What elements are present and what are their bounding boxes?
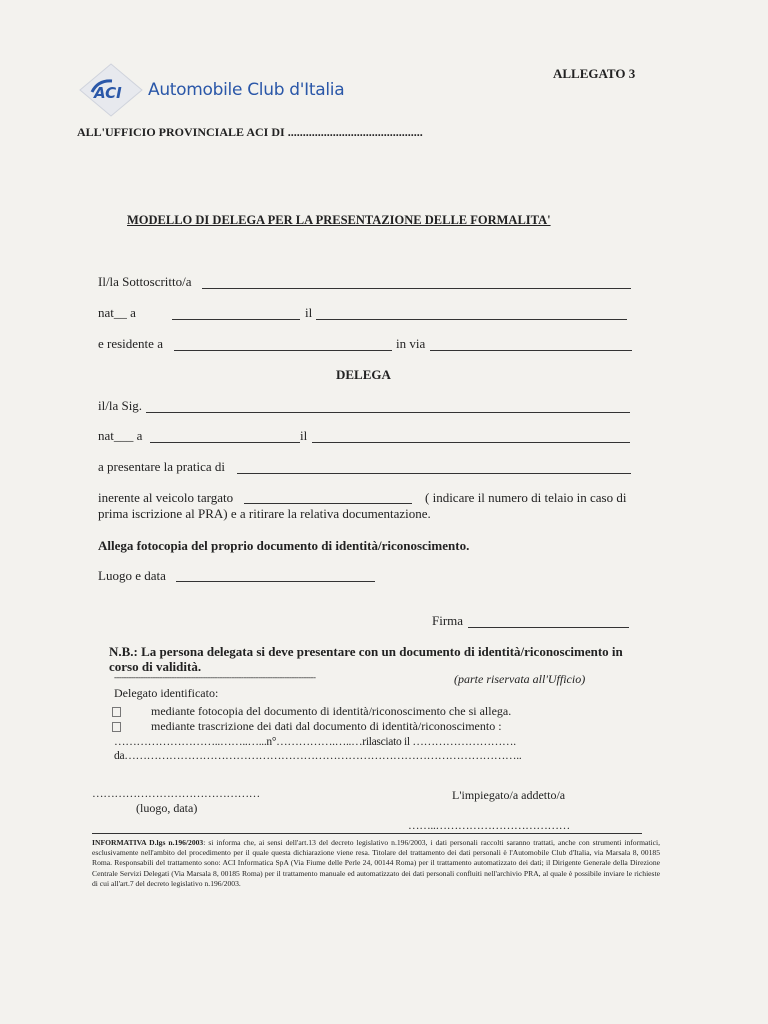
residenza-field[interactable] xyxy=(174,350,392,351)
allega-text: Allega fotocopia del proprio documento di identità/riconoscimento. xyxy=(98,538,470,553)
luogo-nascita-field-2[interactable] xyxy=(150,442,300,443)
veicolo-note: ( indicare il numero di telaio in caso di xyxy=(425,490,627,505)
pratica-label: a presentare la pratica di xyxy=(98,459,226,474)
luogo-data-label: Luogo e data xyxy=(98,568,166,583)
data-nascita-field-1[interactable] xyxy=(316,319,627,320)
da-line: da…………………………………………………………………………………………….. xyxy=(114,750,522,762)
office-line: ALL'UFFICIO PROVINCIALE ACI DI ............................................. xyxy=(77,125,423,139)
informativa-heading: INFORMATIVA D.lgs n.196/2003 xyxy=(92,838,204,847)
pratica-field[interactable] xyxy=(237,473,631,474)
page-title: MODELLO DI DELEGA PER LA PRESENTAZIONE DELLE FORMALITA' xyxy=(127,213,551,227)
il-label-1: il xyxy=(305,305,313,320)
sottoscritto-field[interactable] xyxy=(202,288,631,289)
veicolo-note-2: prima iscrizione al PRA) e a ritirare la relativa documentazione. xyxy=(98,506,431,521)
option-trascrizione xyxy=(112,719,502,734)
documento-line: ………………………..……..…...n°…………….…..…rilasciato il ………………………. xyxy=(114,736,516,748)
delegato-field[interactable] xyxy=(146,412,630,413)
reserved-dashes: ------------------------------------------------------------------------------------ xyxy=(114,672,316,682)
trascrizione-checkbox[interactable] xyxy=(112,722,121,732)
option-fotocopia xyxy=(112,704,511,719)
aci-logo-text: ACI xyxy=(94,84,122,102)
delega-heading: DELEGA xyxy=(336,367,391,382)
residente-label: e residente a xyxy=(98,336,163,351)
il-label-2: il xyxy=(300,428,308,443)
delegato-identificato-label: Delegato identificato: xyxy=(114,686,219,700)
veicolo-label: inerente al veicolo targato xyxy=(98,490,234,505)
luogo-data-caption: (luogo, data) xyxy=(136,801,198,815)
impiegato-dots: ……..……………………………… xyxy=(408,820,570,832)
sig-label: il/la Sig. xyxy=(98,398,143,413)
impiegato-label: L'impiegato/a addetto/a xyxy=(452,788,566,802)
nb-line-1: N.B.: La persona delegata si deve presentare con un documento di identità/riconoscimento in xyxy=(109,644,623,659)
nb-line-2: corso di validità. xyxy=(109,659,202,674)
luogo-data-field[interactable] xyxy=(176,581,375,582)
firma-field[interactable] xyxy=(468,627,629,628)
targa-field[interactable] xyxy=(244,503,412,504)
informativa-text: : si informa che, ai sensi dell'art.13 del decreto legislativo n.196/2003, i dati personali raccolti saranno trattati, anche con strumenti informatici, esclusivamente nell'ambito del procedimento per il quale questa dichiarazione viene resa. Titolare del trattamento dei dati personali è l'Automobile Club d'Italia, via Marsala 8, 00185 Roma. Responsabili del trattamento sono: ACI Informatica SpA (Via Fiume delle Perle 24, 00144 Roma) per il trattamento automatizzato dei dati; il Dirigente Generale della Direzione Centrale Servizi Delegati (Via Marsala 8, 00185 Roma) per il trattamento manuale ed automatizzato dei dati personali confluiti nell'archivio PRA, al quale è possibile inviare le richieste di cui all'art.7 del decreto legislativo n.196/2003. xyxy=(92,838,660,888)
data-nascita-field-2[interactable] xyxy=(312,442,630,443)
reserved-label: (parte riservata all'Ufficio) xyxy=(454,672,586,686)
option-trascrizione-label: mediante trascrizione dei dati dal documento di identità/riconoscimento : xyxy=(151,719,502,733)
in-via-label: in via xyxy=(396,336,426,351)
nat-label-1: nat__ a xyxy=(98,305,136,320)
fotocopia-checkbox[interactable] xyxy=(112,707,121,717)
sottoscritto-label: Il/la Sottoscritto/a xyxy=(98,274,192,289)
firma-label: Firma xyxy=(432,613,464,628)
brand-name: Automobile Club d'Italia xyxy=(148,80,345,100)
aci-logo-icon xyxy=(78,62,144,118)
allegato-label: ALLEGATO 3 xyxy=(553,66,636,81)
via-field[interactable] xyxy=(430,350,632,351)
informativa-block xyxy=(92,838,660,889)
option-fotocopia-label: mediante fotocopia del documento di identità/riconoscimento che si allega. xyxy=(151,704,512,718)
luogo-dots: ……………………………………… xyxy=(92,788,261,800)
nat-label-2: nat___ a xyxy=(98,428,143,443)
luogo-nascita-field-1[interactable] xyxy=(172,319,300,320)
informativa-divider xyxy=(92,833,642,834)
